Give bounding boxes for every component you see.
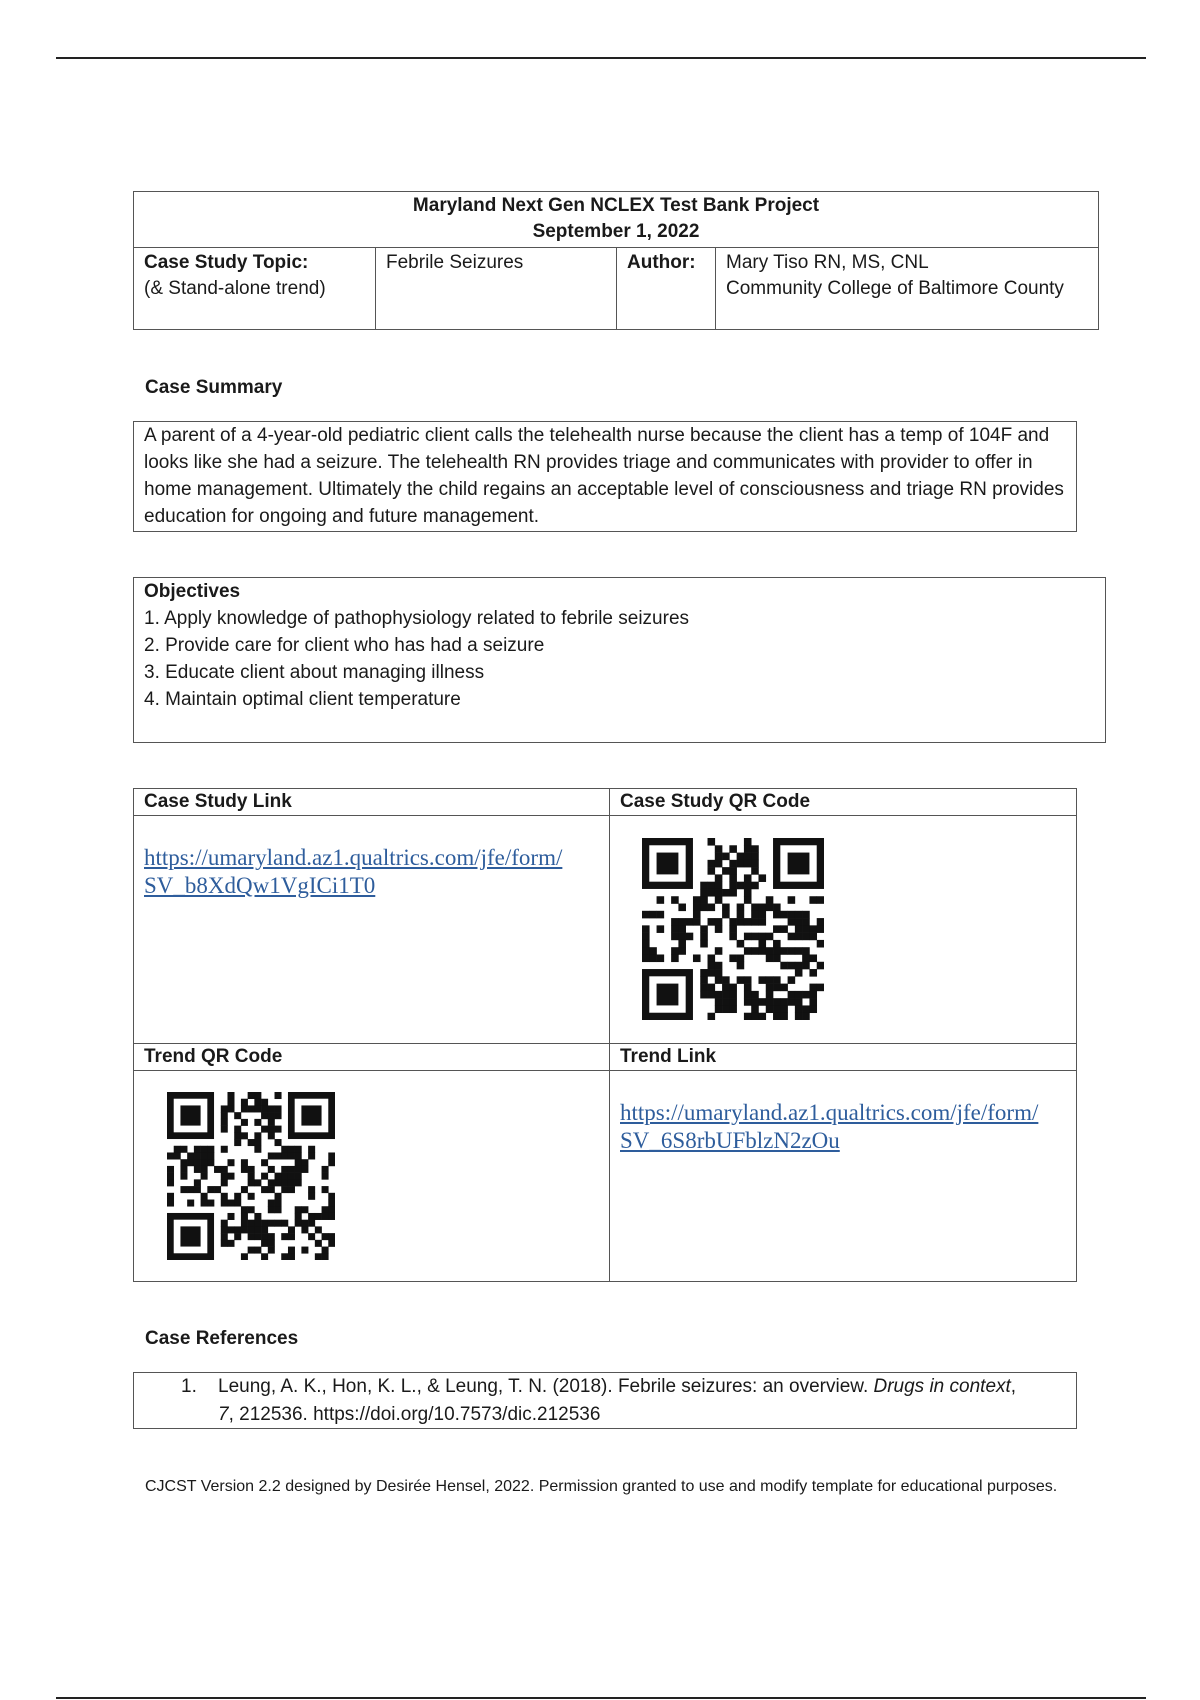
topic-value: Febrile Seizures bbox=[376, 248, 617, 330]
case-references-box bbox=[133, 1372, 1077, 1429]
trend-url-line2: SV_6S8rbUFblzN2zOu bbox=[620, 1128, 840, 1154]
trend-qr-code bbox=[167, 1092, 335, 1260]
objective-item: 4. Maintain optimal client temperature bbox=[144, 689, 461, 710]
case-summary-text: A parent of a 4-year-old pediatric client calls the telehealth nurse because the client has a temp of 104F and looks like she had a seizure. The telehealth RN provides triage and communicates with provider to offer in home management. Ultimately the child regains an acceptable level of consciousness and triage RN provides education for ongoing and future management. bbox=[144, 425, 1064, 527]
reference-text bbox=[218, 1373, 1063, 1429]
case-summary-heading: Case Summary bbox=[145, 377, 283, 398]
topic-label: Case Study Topic: bbox=[144, 252, 309, 273]
reference-doi: , 212536. https://doi.org/10.7573/dic.212536 bbox=[228, 1404, 601, 1425]
trend-link-heading: Trend Link bbox=[610, 1044, 1077, 1071]
trend-qr-cell bbox=[134, 1071, 610, 1282]
case-summary-box bbox=[133, 421, 1077, 532]
case-link-heading: Case Study Link bbox=[134, 789, 610, 816]
topic-sublabel: (& Stand-alone trend) bbox=[144, 278, 326, 299]
project-date: September 1, 2022 bbox=[532, 221, 700, 242]
trend-link[interactable] bbox=[620, 1099, 1066, 1155]
topic-label-cell bbox=[134, 248, 376, 330]
case-study-qr-code bbox=[642, 838, 824, 1020]
objectives-heading: Objectives bbox=[144, 581, 241, 602]
objectives-list bbox=[144, 605, 1095, 713]
header-table bbox=[133, 191, 1099, 330]
reference-authors: Leung, A. K., Hon, K. L., & Leung, T. N. (2018). Febrile seizures: an overview. bbox=[218, 1376, 874, 1397]
trend-link-cell bbox=[610, 1071, 1077, 1282]
objective-item: 1. Apply knowledge of pathophysiology related to febrile seizures bbox=[144, 608, 690, 629]
trend-qr-heading: Trend QR Code bbox=[134, 1044, 610, 1071]
case-url-line2: SV_b8XdQw1VgICi1T0 bbox=[144, 873, 376, 899]
author-cell bbox=[716, 248, 1099, 330]
author-affiliation: Community College of Baltimore County bbox=[726, 278, 1064, 299]
trend-url-line1: https://umaryland.az1.qualtrics.com/jfe/form/ bbox=[620, 1100, 1039, 1126]
author-label: Author: bbox=[617, 248, 716, 330]
reference-separator: , bbox=[1010, 1376, 1017, 1397]
case-link-cell bbox=[134, 816, 610, 1044]
objective-item: 2. Provide care for client who has had a seizure bbox=[144, 635, 545, 656]
case-references-heading: Case References bbox=[145, 1328, 299, 1349]
links-table bbox=[133, 788, 1077, 1282]
reference-volume: 7 bbox=[218, 1404, 229, 1425]
objectives-box bbox=[133, 577, 1106, 743]
case-url-line1: https://umaryland.az1.qualtrics.com/jfe/form/ bbox=[144, 845, 563, 871]
author-name: Mary Tiso RN, MS, CNL bbox=[726, 252, 929, 273]
project-title-cell bbox=[134, 192, 1099, 248]
objective-item: 3. Educate client about managing illness bbox=[144, 662, 485, 683]
case-qr-cell bbox=[610, 816, 1077, 1044]
project-title: Maryland Next Gen NCLEX Test Bank Project bbox=[412, 195, 820, 216]
footer-note: CJCST Version 2.2 designed by Desirée Hensel, 2022. Permission granted to use and modify template for educational purposes. bbox=[145, 1478, 1058, 1495]
bottom-rule bbox=[56, 1697, 1146, 1699]
case-study-link[interactable] bbox=[144, 844, 599, 900]
reference-journal: Drugs in context bbox=[873, 1376, 1011, 1397]
reference-number: 1. bbox=[181, 1376, 197, 1397]
top-rule bbox=[56, 57, 1146, 59]
case-qr-heading: Case Study QR Code bbox=[610, 789, 1077, 816]
